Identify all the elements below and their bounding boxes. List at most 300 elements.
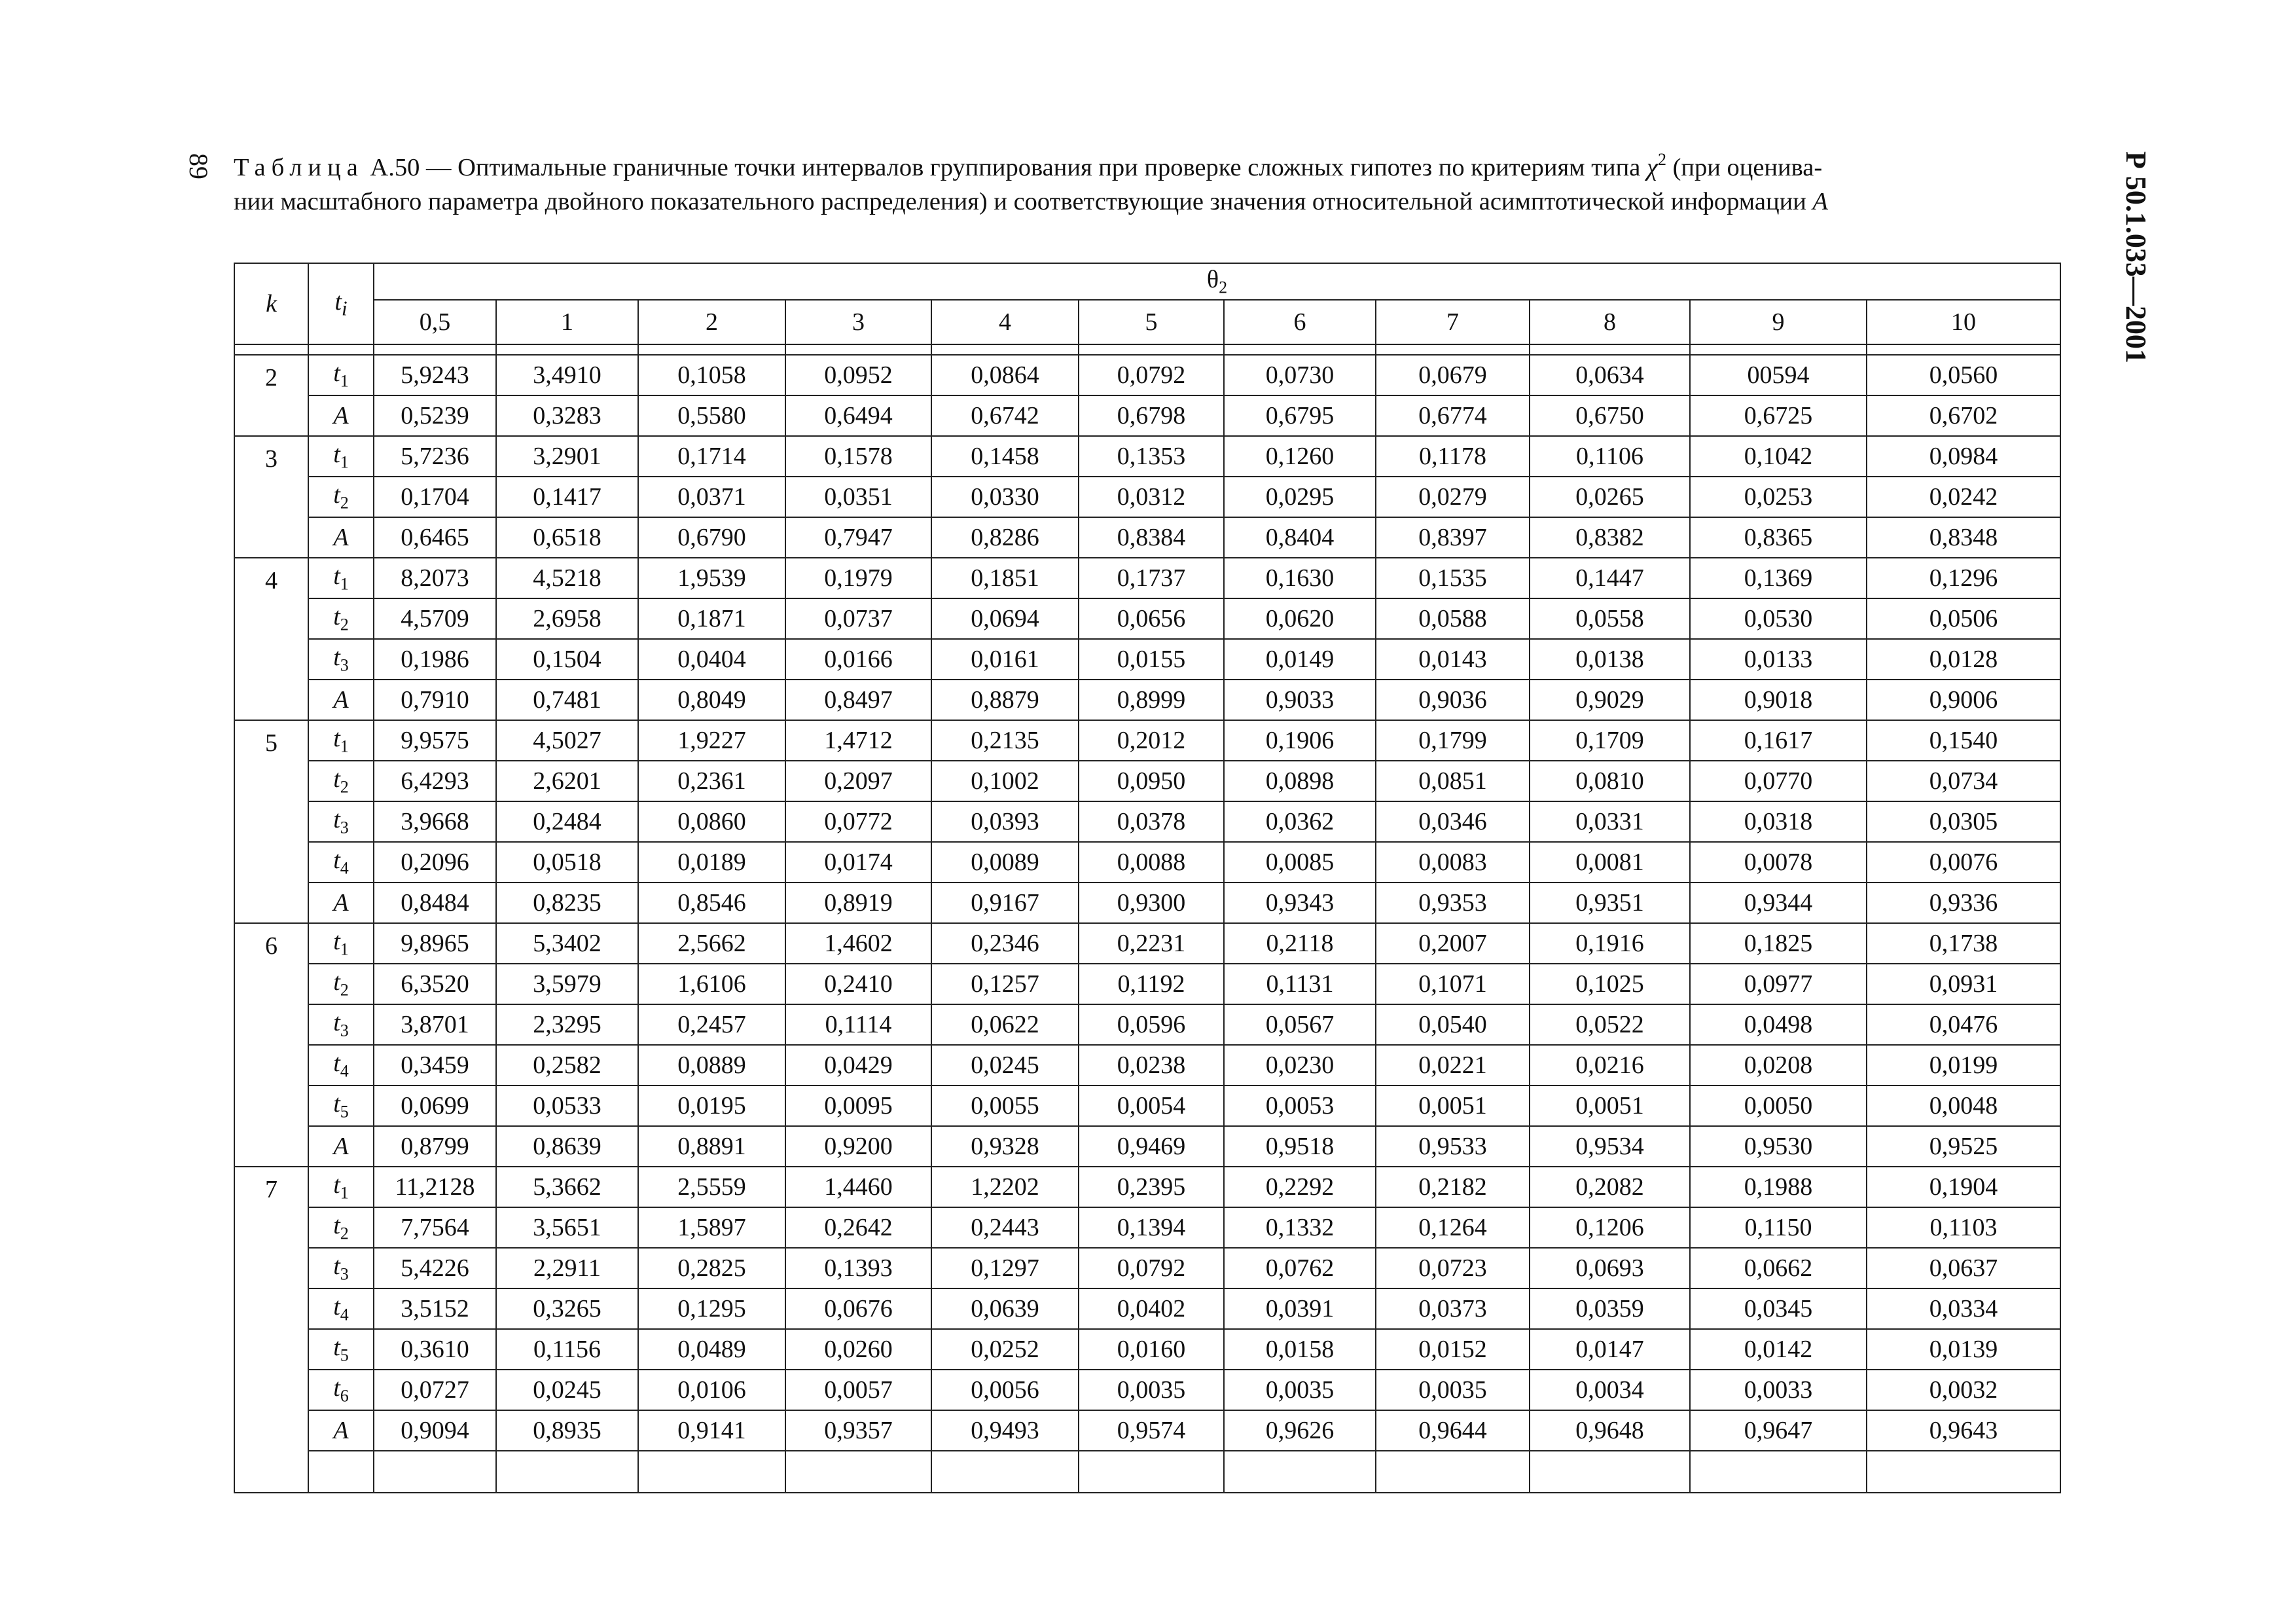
row-label-cell <box>308 1248 374 1288</box>
gap-cell <box>234 344 308 355</box>
value-cell: 0,0174 <box>785 842 931 883</box>
value-cell: 0,0265 <box>1530 477 1690 517</box>
value-cell: 0,0242 <box>1867 477 2060 517</box>
value-cell: 2,6201 <box>496 761 638 801</box>
table-row <box>234 639 2060 680</box>
table-row <box>234 761 2060 801</box>
value-cell: 0,0253 <box>1690 477 1867 517</box>
value-cell: 0,8935 <box>496 1410 638 1451</box>
table-row <box>234 1004 2060 1045</box>
value-cell: 0,0158 <box>1224 1329 1376 1370</box>
value-cell: 11,2128 <box>374 1167 496 1207</box>
value-cell: 0,1458 <box>931 436 1079 477</box>
value-cell: 5,9243 <box>374 355 496 395</box>
table-row <box>234 801 2060 842</box>
row-label-cell <box>308 1410 374 1451</box>
value-cell: 0,9469 <box>1079 1126 1224 1167</box>
row-label-base: t <box>333 562 340 591</box>
row-label-base: t <box>333 1293 340 1321</box>
value-cell: 0,0429 <box>785 1045 931 1085</box>
row-label-cell <box>308 395 374 436</box>
value-cell: 0,0152 <box>1376 1329 1530 1370</box>
row-label-cell <box>308 801 374 842</box>
value-cell: 0,2825 <box>638 1248 785 1288</box>
value-cell: 0,1617 <box>1690 720 1867 761</box>
row-label-sub: 4 <box>340 1061 349 1081</box>
row-label-sub: 4 <box>340 1305 349 1324</box>
value-cell: 0,0540 <box>1376 1004 1530 1045</box>
value-cell: 0,0133 <box>1690 639 1867 680</box>
value-cell: 0,0792 <box>1079 355 1224 395</box>
value-cell: 0,0088 <box>1079 842 1224 883</box>
value-cell: 0,1002 <box>931 761 1079 801</box>
value-cell: 0,1206 <box>1530 1207 1690 1248</box>
table-row <box>234 964 2060 1004</box>
value-cell: 0,0560 <box>1867 355 2060 395</box>
table-row <box>234 1085 2060 1126</box>
row-label-cell <box>308 1126 374 1167</box>
header-theta-sub: 2 <box>1219 278 1228 297</box>
value-cell: 0,9574 <box>1079 1410 1224 1451</box>
value-cell: 0,7481 <box>496 680 638 720</box>
value-cell: 0,0106 <box>638 1370 785 1410</box>
value-cell: 1,6106 <box>638 964 785 1004</box>
value-cell: 1,9539 <box>638 558 785 598</box>
value-cell: 0,1296 <box>1867 558 2060 598</box>
value-cell: 0,1906 <box>1224 720 1376 761</box>
row-label-sub: 2 <box>340 777 349 797</box>
value-cell: 0,8235 <box>496 883 638 923</box>
value-cell: 0,9353 <box>1376 883 1530 923</box>
value-cell: 0,0035 <box>1079 1370 1224 1410</box>
value-cell: 0,9300 <box>1079 883 1224 923</box>
value-cell: 0,0147 <box>1530 1329 1690 1370</box>
k-value-cell: 5 <box>234 720 308 923</box>
row-label-cell <box>308 1207 374 1248</box>
value-cell: 00594 <box>1690 355 1867 395</box>
row-label-base: t <box>333 644 340 672</box>
value-cell: 0,0792 <box>1079 1248 1224 1288</box>
value-cell: 0,8497 <box>785 680 931 720</box>
value-cell: 0,8382 <box>1530 517 1690 558</box>
value-cell: 0,1150 <box>1690 1207 1867 1248</box>
value-cell: 0,9530 <box>1690 1126 1867 1167</box>
row-label-sub: 6 <box>340 1386 349 1406</box>
value-cell: 0,0189 <box>638 842 785 883</box>
value-cell: 0,1260 <box>1224 436 1376 477</box>
value-cell: 0,1916 <box>1530 923 1690 964</box>
value-cell: 0,0053 <box>1224 1085 1376 1126</box>
caption-line2-text: нии масштабного параметра двойного показательного распределения) и соответствующие значения относительной асимптотической информации <box>234 188 1806 215</box>
value-cell: 0,0195 <box>638 1085 785 1126</box>
value-cell: 0,9643 <box>1867 1410 2060 1451</box>
value-cell: 2,6958 <box>496 598 638 639</box>
value-cell: 0,0345 <box>1690 1288 1867 1329</box>
value-cell: 0,8049 <box>638 680 785 720</box>
empty-cell <box>374 1451 496 1493</box>
value-cell: 0,0373 <box>1376 1288 1530 1329</box>
column-header-theta: 3 <box>785 300 931 344</box>
value-cell: 0,1630 <box>1224 558 1376 598</box>
value-cell: 0,0522 <box>1530 1004 1690 1045</box>
value-cell: 0,1578 <box>785 436 931 477</box>
value-cell: 0,6795 <box>1224 395 1376 436</box>
value-cell: 0,0318 <box>1690 801 1867 842</box>
header-theta2 <box>374 263 2060 300</box>
value-cell: 0,6750 <box>1530 395 1690 436</box>
value-cell: 0,8879 <box>931 680 1079 720</box>
value-cell: 0,1114 <box>785 1004 931 1045</box>
value-cell: 0,1257 <box>931 964 1079 1004</box>
value-cell: 0,0371 <box>638 477 785 517</box>
value-cell: 0,0567 <box>1224 1004 1376 1045</box>
value-cell: 0,8348 <box>1867 517 2060 558</box>
value-cell: 0,3459 <box>374 1045 496 1085</box>
value-cell: 0,1178 <box>1376 436 1530 477</box>
table-row <box>234 923 2060 964</box>
value-cell: 0,0634 <box>1530 355 1690 395</box>
row-label-cell <box>308 1004 374 1045</box>
row-label-sub: 3 <box>340 1264 349 1284</box>
table-row <box>234 436 2060 477</box>
value-cell: 4,5709 <box>374 598 496 639</box>
value-cell: 0,1535 <box>1376 558 1530 598</box>
value-cell: 0,0393 <box>931 801 1079 842</box>
value-cell: 0,0032 <box>1867 1370 2060 1410</box>
empty-cell <box>1867 1451 2060 1493</box>
value-cell: 0,1103 <box>1867 1207 2060 1248</box>
value-cell: 0,9018 <box>1690 680 1867 720</box>
empty-cell <box>1224 1451 1376 1493</box>
value-cell: 0,1871 <box>638 598 785 639</box>
value-cell: 0,1714 <box>638 436 785 477</box>
value-cell: 0,1106 <box>1530 436 1690 477</box>
value-cell: 0,8397 <box>1376 517 1530 558</box>
value-cell: 0,0033 <box>1690 1370 1867 1410</box>
column-header-theta: 7 <box>1376 300 1530 344</box>
value-cell: 0,3610 <box>374 1329 496 1370</box>
table-row <box>234 395 2060 436</box>
value-cell: 0,0143 <box>1376 639 1530 680</box>
value-cell: 0,1058 <box>638 355 785 395</box>
k-value-cell: 6 <box>234 923 308 1167</box>
value-cell: 3,9668 <box>374 801 496 842</box>
row-label-cell <box>308 1370 374 1410</box>
value-cell: 0,0252 <box>931 1329 1079 1370</box>
row-label-cell <box>308 1167 374 1207</box>
value-cell: 0,9533 <box>1376 1126 1530 1167</box>
value-cell: 0,8919 <box>785 883 931 923</box>
row-label-cell <box>308 680 374 720</box>
table-row <box>234 355 2060 395</box>
value-cell: 0,1042 <box>1690 436 1867 477</box>
table-row <box>234 1370 2060 1410</box>
row-label-base: t <box>333 1009 340 1037</box>
value-cell: 0,8799 <box>374 1126 496 1167</box>
row-label-sub: 5 <box>340 1102 349 1122</box>
value-cell: 0,0498 <box>1690 1004 1867 1045</box>
row-label-cell <box>308 1329 374 1370</box>
value-cell: 0,1799 <box>1376 720 1530 761</box>
value-cell: 0,9534 <box>1530 1126 1690 1167</box>
value-cell: 0,0245 <box>931 1045 1079 1085</box>
row-label-base: t <box>333 725 340 753</box>
value-cell: 0,0530 <box>1690 598 1867 639</box>
value-cell: 0,2642 <box>785 1207 931 1248</box>
empty-cell <box>1690 1451 1867 1493</box>
value-cell: 0,1540 <box>1867 720 2060 761</box>
value-cell: 0,2484 <box>496 801 638 842</box>
value-cell: 0,0055 <box>931 1085 1079 1126</box>
row-label-base: t <box>333 928 340 956</box>
value-cell: 8,2073 <box>374 558 496 598</box>
value-cell: 0,0476 <box>1867 1004 2060 1045</box>
row-label-cell <box>308 842 374 883</box>
value-cell: 0,0506 <box>1867 598 2060 639</box>
table-row <box>234 1126 2060 1167</box>
value-cell: 0,8546 <box>638 883 785 923</box>
column-header-theta: 9 <box>1690 300 1867 344</box>
chi-power: 2 <box>1657 150 1666 169</box>
value-cell: 3,2901 <box>496 436 638 477</box>
row-label-cell <box>308 883 374 923</box>
value-cell: 0,2135 <box>931 720 1079 761</box>
value-cell: 0,6725 <box>1690 395 1867 436</box>
row-label-sub: 1 <box>340 574 349 594</box>
value-cell: 0,0160 <box>1079 1329 1224 1370</box>
row-label-base: t <box>333 1334 340 1362</box>
value-cell: 0,1297 <box>931 1248 1079 1288</box>
value-cell: 0,8891 <box>638 1126 785 1167</box>
table-row <box>234 1410 2060 1451</box>
table-row <box>234 1329 2060 1370</box>
k-value-cell: 3 <box>234 436 308 558</box>
row-label-base: t <box>333 359 340 388</box>
value-cell: 0,2582 <box>496 1045 638 1085</box>
value-cell: 0,1394 <box>1079 1207 1224 1248</box>
value-cell: 0,0051 <box>1376 1085 1530 1126</box>
row-label-base: t <box>333 481 340 509</box>
value-cell: 0,0772 <box>785 801 931 842</box>
row-label-base: t <box>333 603 340 631</box>
table-row <box>234 842 2060 883</box>
row-label-cell <box>308 477 374 517</box>
row-label-base: t <box>333 1049 340 1078</box>
value-cell: 0,0245 <box>496 1370 638 1410</box>
value-cell: 0,0078 <box>1690 842 1867 883</box>
value-cell: 0,0295 <box>1224 477 1376 517</box>
gap-cell <box>308 344 374 355</box>
value-cell: 0,9626 <box>1224 1410 1376 1451</box>
value-cell: 0,0404 <box>638 639 785 680</box>
value-cell: 1,4602 <box>785 923 931 964</box>
gap-cell <box>1079 344 1224 355</box>
header-ti-sub: i <box>341 297 348 320</box>
value-cell: 0,8384 <box>1079 517 1224 558</box>
value-cell: 0,0770 <box>1690 761 1867 801</box>
gap-cell <box>638 344 785 355</box>
value-cell: 0,2082 <box>1530 1167 1690 1207</box>
row-label-base: t <box>333 441 340 469</box>
value-cell: 0,0279 <box>1376 477 1530 517</box>
column-header-theta: 1 <box>496 300 638 344</box>
k-value-cell: 2 <box>234 355 308 436</box>
value-cell: 0,0334 <box>1867 1288 2060 1329</box>
value-cell: 0,6790 <box>638 517 785 558</box>
value-cell: 0,0810 <box>1530 761 1690 801</box>
value-cell: 7,7564 <box>374 1207 496 1248</box>
value-cell: 5,3662 <box>496 1167 638 1207</box>
table-row <box>234 1207 2060 1248</box>
gap-cell <box>1690 344 1867 355</box>
value-cell: 0,1979 <box>785 558 931 598</box>
value-cell: 0,6798 <box>1079 395 1224 436</box>
row-label-base: t <box>333 1252 340 1281</box>
value-cell: 0,0378 <box>1079 801 1224 842</box>
value-cell: 0,0331 <box>1530 801 1690 842</box>
value-cell: 0,0984 <box>1867 436 2060 477</box>
empty-cell <box>1376 1451 1530 1493</box>
row-label-cell <box>308 923 374 964</box>
value-cell: 0,1704 <box>374 477 496 517</box>
value-cell: 0,1353 <box>1079 436 1224 477</box>
row-label-base: A <box>333 1133 349 1160</box>
value-cell: 0,1851 <box>931 558 1079 598</box>
value-cell: 0,0149 <box>1224 639 1376 680</box>
boundary-points-table <box>234 263 2061 1493</box>
value-cell: 0,1825 <box>1690 923 1867 964</box>
value-cell: 0,9328 <box>931 1126 1079 1167</box>
gap-cell <box>931 344 1079 355</box>
value-cell: 0,0083 <box>1376 842 1530 883</box>
value-cell: 0,0622 <box>931 1004 1079 1045</box>
value-cell: 0,9029 <box>1530 680 1690 720</box>
header-ti-base: t <box>334 287 342 316</box>
value-cell: 0,6774 <box>1376 395 1530 436</box>
value-cell: 0,1709 <box>1530 720 1690 761</box>
value-cell: 0,2395 <box>1079 1167 1224 1207</box>
value-cell: 0,1071 <box>1376 964 1530 1004</box>
value-cell: 0,9351 <box>1530 883 1690 923</box>
value-cell: 0,6702 <box>1867 395 2060 436</box>
value-cell: 3,5651 <box>496 1207 638 1248</box>
row-label-base: A <box>333 686 349 714</box>
value-cell: 0,8365 <box>1690 517 1867 558</box>
value-cell: 0,2231 <box>1079 923 1224 964</box>
row-label-base: A <box>333 524 349 551</box>
value-cell: 0,0402 <box>1079 1288 1224 1329</box>
value-cell: 9,8965 <box>374 923 496 964</box>
row-label-sub: 1 <box>340 1183 349 1203</box>
row-label-base: t <box>333 806 340 834</box>
row-label-sub: 2 <box>340 1224 349 1243</box>
gap-cell <box>785 344 931 355</box>
column-header-theta: 5 <box>1079 300 1224 344</box>
value-cell: 6,3520 <box>374 964 496 1004</box>
value-cell: 0,1904 <box>1867 1167 2060 1207</box>
row-label-sub: 1 <box>340 452 349 472</box>
value-cell: 0,2443 <box>931 1207 1079 1248</box>
value-cell: 0,5239 <box>374 395 496 436</box>
row-label-sub: 1 <box>340 737 349 756</box>
row-label-sub: 2 <box>340 493 349 513</box>
value-cell: 0,0950 <box>1079 761 1224 801</box>
value-cell: 0,0312 <box>1079 477 1224 517</box>
caption-line-2 <box>234 185 2053 219</box>
value-cell: 0,0199 <box>1867 1045 2060 1085</box>
value-cell: 0,9336 <box>1867 883 2060 923</box>
value-cell: 0,0048 <box>1867 1085 2060 1126</box>
table-row <box>234 720 2060 761</box>
gap-cell <box>1867 344 2060 355</box>
value-cell: 0,0056 <box>931 1370 1079 1410</box>
value-cell: 2,2911 <box>496 1248 638 1288</box>
header-theta-base: θ <box>1206 266 1219 294</box>
value-cell: 0,0596 <box>1079 1004 1224 1045</box>
value-cell: 0,0351 <box>785 477 931 517</box>
value-cell: 0,8639 <box>496 1126 638 1167</box>
value-cell: 0,9493 <box>931 1410 1079 1451</box>
value-cell: 9,9575 <box>374 720 496 761</box>
value-cell: 0,2361 <box>638 761 785 801</box>
table-row <box>234 680 2060 720</box>
row-label-sub: 2 <box>340 615 349 634</box>
value-cell: 0,1988 <box>1690 1167 1867 1207</box>
value-cell: 2,5662 <box>638 923 785 964</box>
row-label-base: A <box>333 1417 349 1444</box>
row-label-base: t <box>333 968 340 996</box>
gap-cell <box>1376 344 1530 355</box>
value-cell: 0,8404 <box>1224 517 1376 558</box>
value-cell: 0,1417 <box>496 477 638 517</box>
value-cell: 4,5027 <box>496 720 638 761</box>
value-cell: 2,3295 <box>496 1004 638 1045</box>
value-cell: 0,0362 <box>1224 801 1376 842</box>
value-cell: 0,7910 <box>374 680 496 720</box>
caption-line-1 <box>234 151 2053 185</box>
row-label-cell <box>308 517 374 558</box>
page-number: 89 <box>184 153 213 179</box>
row-label-cell <box>308 639 374 680</box>
row-label-cell <box>308 964 374 1004</box>
value-cell: 6,4293 <box>374 761 496 801</box>
caption-table-word: Таблица <box>234 154 364 181</box>
value-cell: 0,6494 <box>785 395 931 436</box>
value-cell: 0,0533 <box>496 1085 638 1126</box>
value-cell: 0,0864 <box>931 355 1079 395</box>
value-cell: 0,2007 <box>1376 923 1530 964</box>
value-cell: 0,0035 <box>1224 1370 1376 1410</box>
value-cell: 0,0723 <box>1376 1248 1530 1288</box>
value-cell: 0,0260 <box>785 1329 931 1370</box>
value-cell: 0,1447 <box>1530 558 1690 598</box>
value-cell: 0,0057 <box>785 1370 931 1410</box>
value-cell: 0,0230 <box>1224 1045 1376 1085</box>
value-cell: 0,9094 <box>374 1410 496 1451</box>
value-cell: 0,1738 <box>1867 923 2060 964</box>
value-cell: 0,0898 <box>1224 761 1376 801</box>
value-cell: 0,0662 <box>1690 1248 1867 1288</box>
value-cell: 1,4460 <box>785 1167 931 1207</box>
value-cell: 3,5152 <box>374 1288 496 1329</box>
value-cell: 0,0679 <box>1376 355 1530 395</box>
value-cell: 0,0346 <box>1376 801 1530 842</box>
row-label-sub: 1 <box>340 939 349 959</box>
empty-cell <box>638 1451 785 1493</box>
row-label-sub: 5 <box>340 1345 349 1365</box>
value-cell: 0,2118 <box>1224 923 1376 964</box>
row-label-base: t <box>333 765 340 793</box>
